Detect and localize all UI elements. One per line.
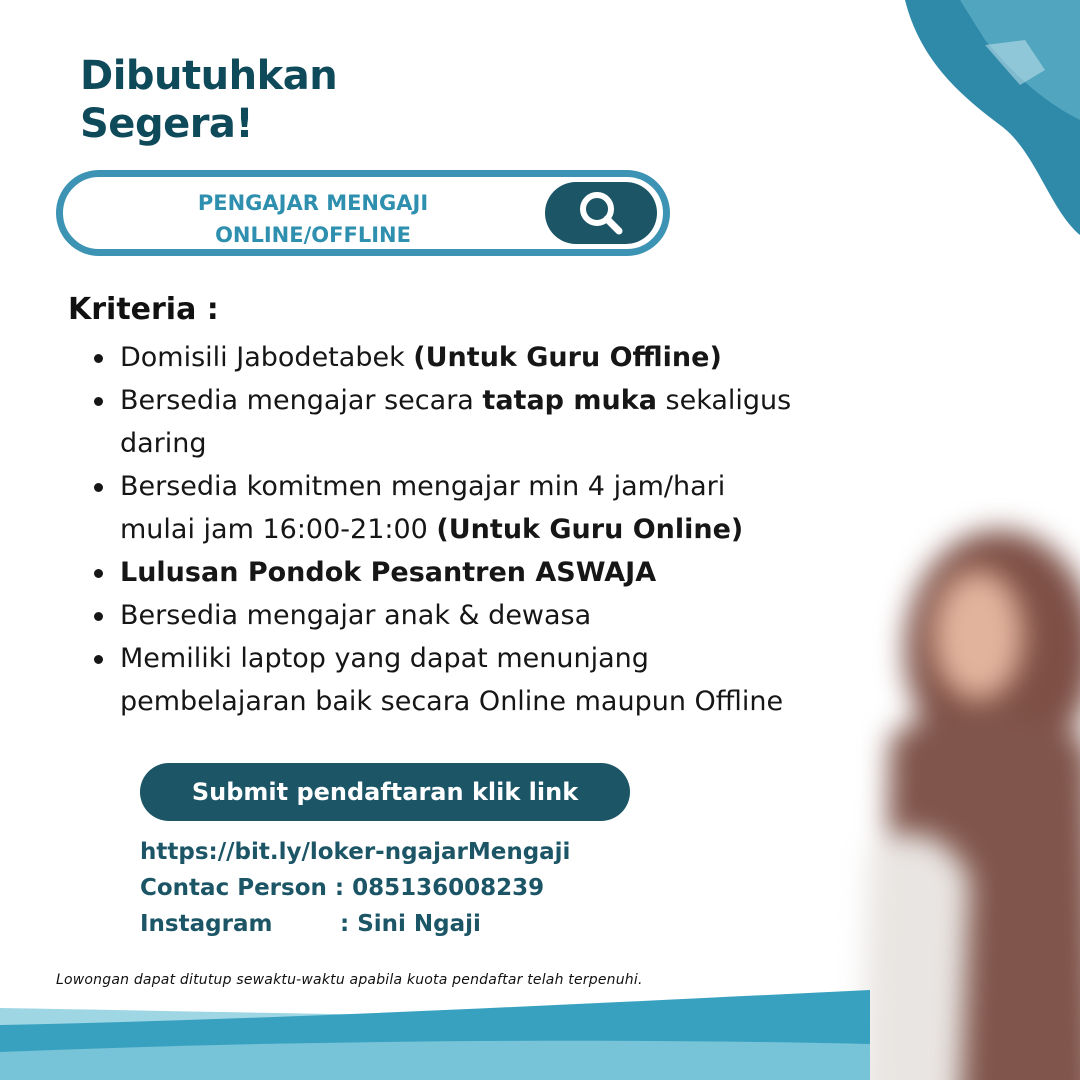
search-button (545, 182, 657, 244)
list-item (120, 379, 880, 465)
criteria-text: Domisili Jabodetabek (120, 342, 414, 373)
criteria-text: sekaligus (656, 385, 792, 416)
criteria-list (120, 336, 880, 723)
decorative-wave-bottom (0, 980, 1080, 1080)
search-text-line-1: PENGAJAR MENGAJI (197, 191, 429, 215)
criteria-line: pembelajaran baik secara Online maupun Offline (120, 686, 784, 717)
criteria-heading: Kriteria : (68, 292, 219, 327)
criteria-emphasis: (Untuk Guru Offline) (413, 342, 722, 373)
criteria-emphasis: Lulusan Pondok Pesantren ASWAJA (120, 557, 657, 588)
criteria-line: daring (120, 428, 207, 459)
criteria-line: Bersedia komitmen mengajar min 4 jam/hari (120, 471, 726, 502)
contact-info (140, 834, 570, 942)
criteria-line (120, 379, 880, 422)
criteria-emphasis: tatap muka (482, 385, 657, 416)
list-item (120, 594, 880, 637)
title-line-2: Segera! (80, 101, 254, 147)
criteria-text: Bersedia mengajar anak & dewasa (120, 600, 592, 631)
registration-link[interactable]: https://bit.ly/loker-ngajarMengaji (140, 839, 571, 865)
page-title (80, 52, 337, 148)
search-icon (575, 187, 627, 239)
title-line-1: Dibutuhkan (80, 53, 338, 99)
search-text-line-2: ONLINE/OFFLINE (215, 223, 411, 247)
submit-button[interactable]: Submit pendaftaran klik link (140, 763, 630, 821)
contact-person: Contac Person : 085136008239 (140, 875, 545, 901)
instagram-value: : Sini Ngaji (340, 911, 481, 937)
criteria-line (120, 508, 880, 551)
instagram-row (140, 906, 570, 942)
criteria-text: Bersedia mengajar secara (120, 385, 483, 416)
list-item (120, 551, 880, 594)
search-bar-text (93, 187, 533, 251)
criteria-line: Memiliki laptop yang dapat menunjang (120, 643, 649, 674)
list-item (120, 336, 880, 379)
criteria-text: mulai jam 16:00-21:00 (120, 514, 437, 545)
disclaimer-text: Lowongan dapat ditutup sewaktu-waktu apabila kuota pendaftar telah terpenuhi. (56, 972, 643, 988)
criteria-emphasis: (Untuk Guru Online) (436, 514, 744, 545)
instagram-label: Instagram (140, 911, 273, 937)
list-item (120, 465, 880, 551)
list-item (120, 637, 880, 723)
search-bar (56, 170, 670, 256)
